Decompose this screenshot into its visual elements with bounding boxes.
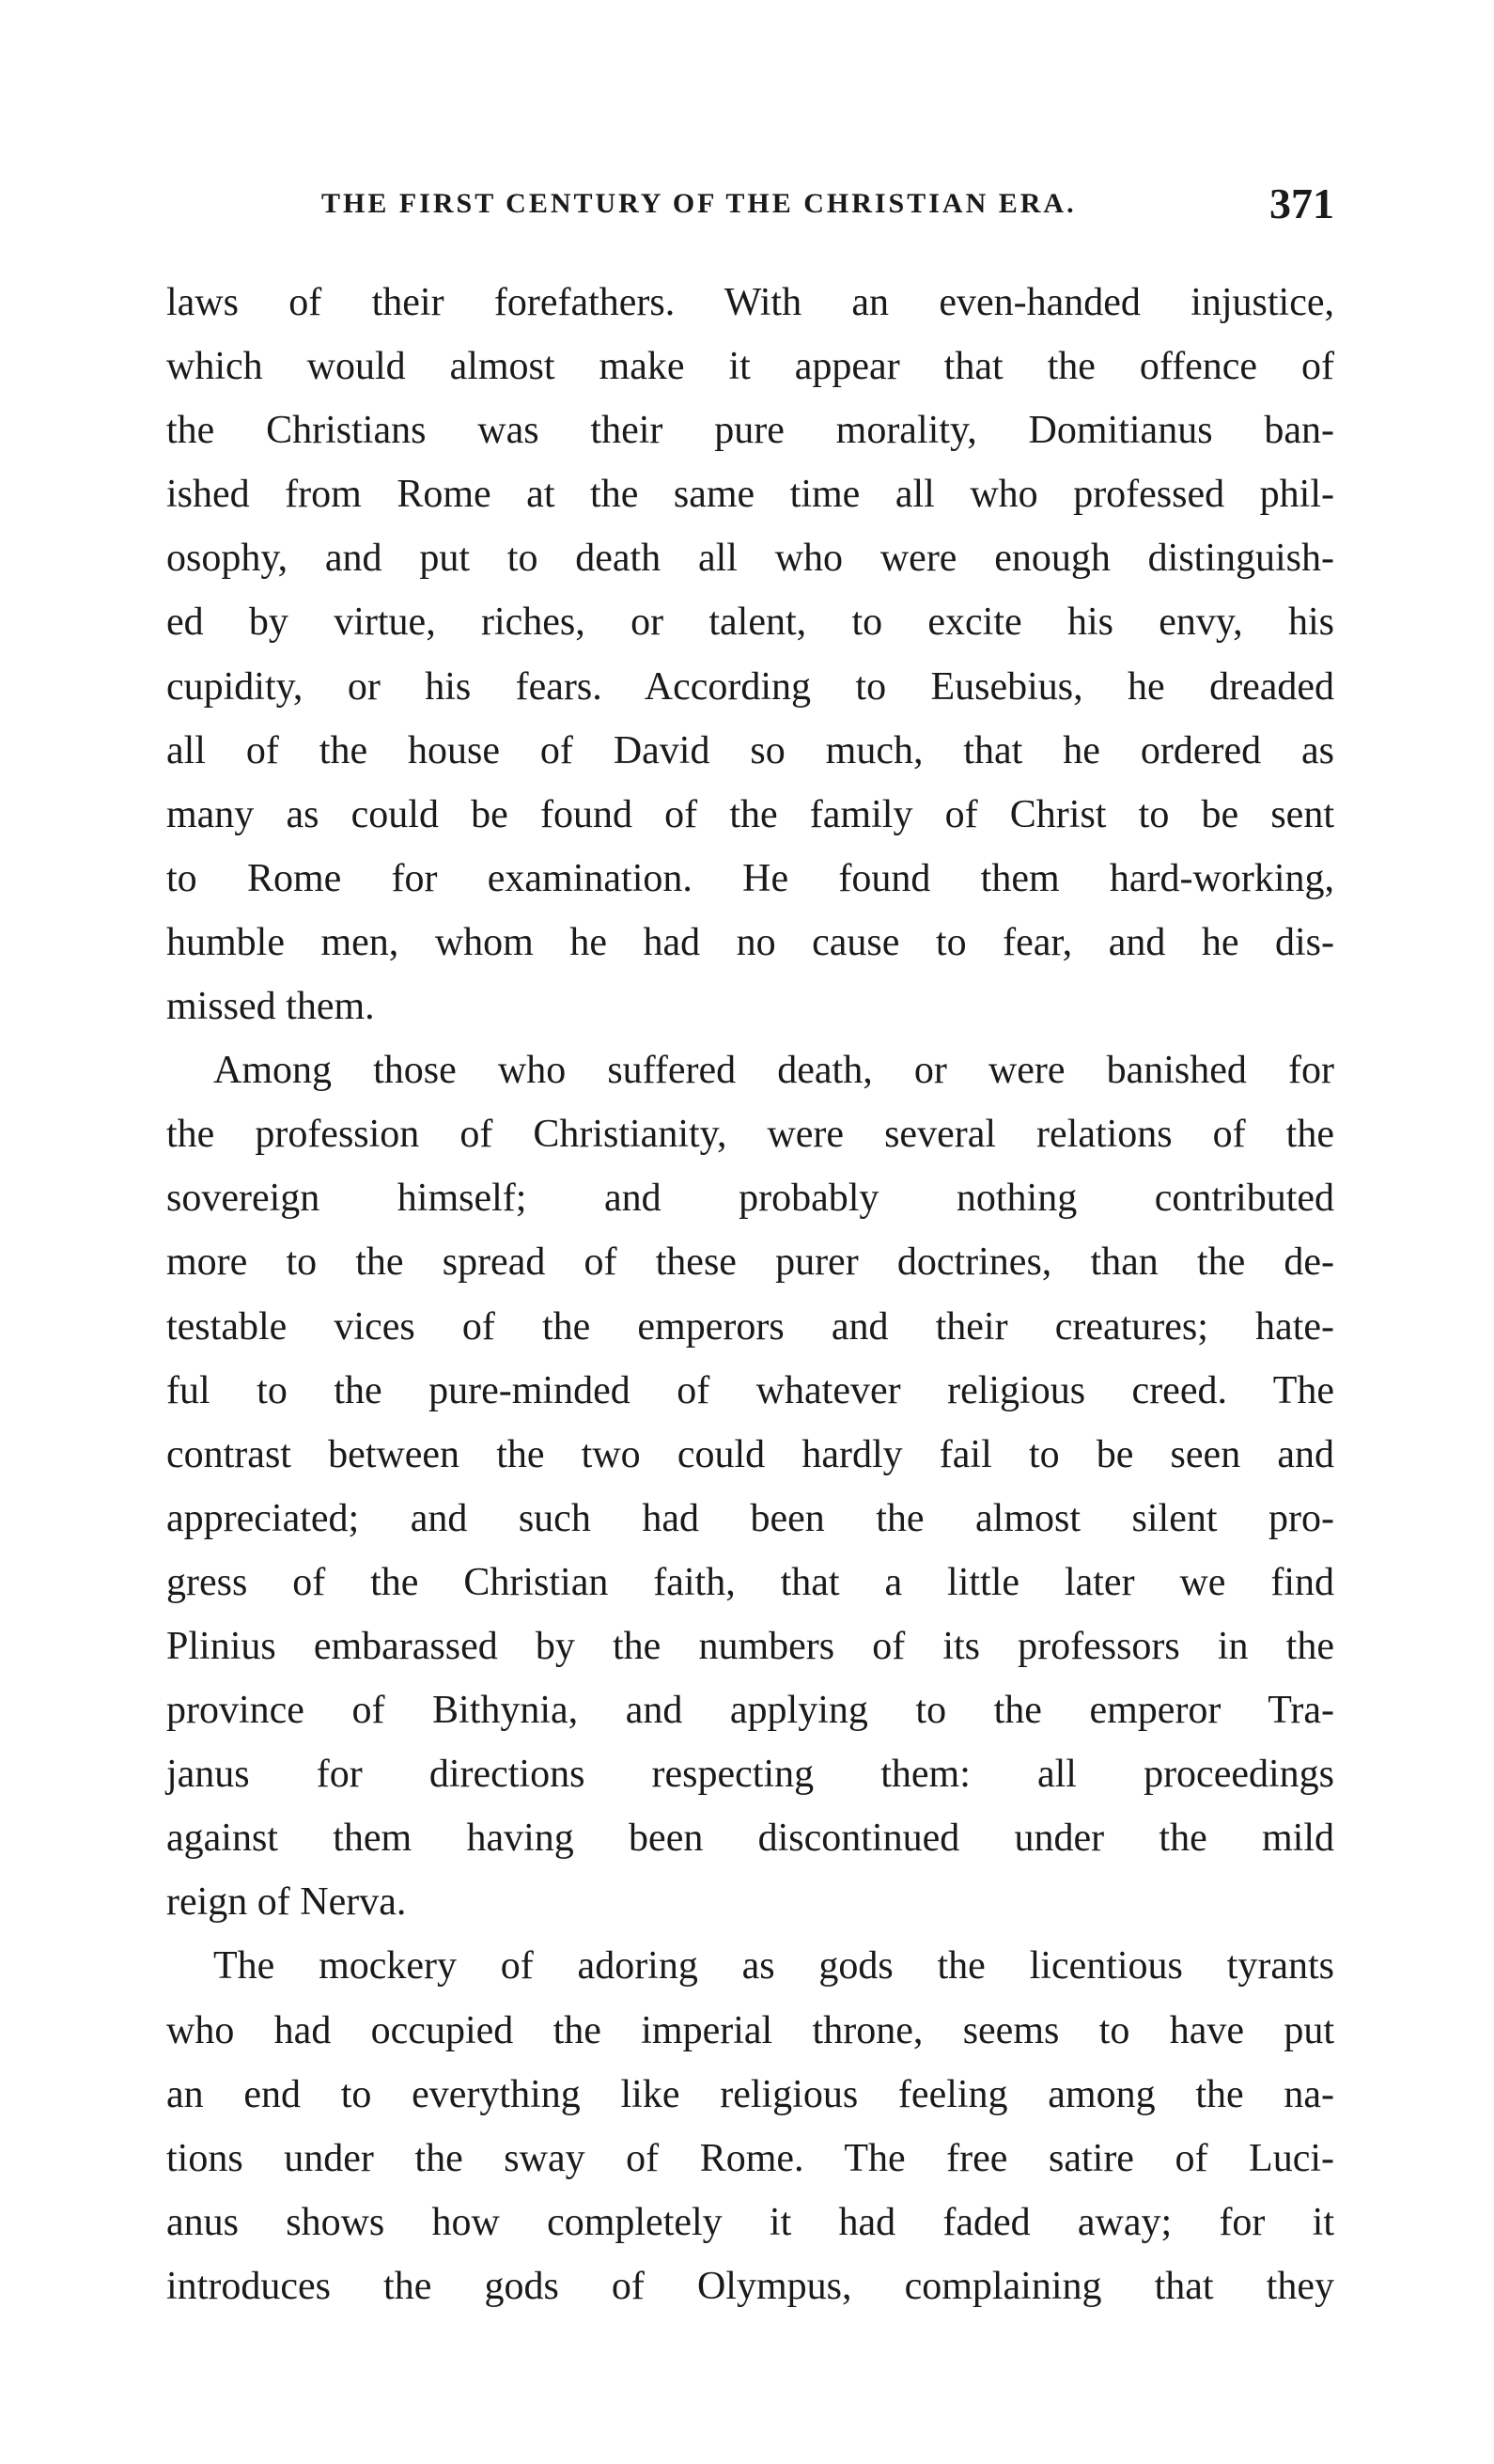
paragraph-first-line: Among those who suffered death, or were banished for <box>213 1049 1334 1093</box>
text-line: cupidity, or his fears. According to Eusebius, he dreaded <box>166 664 1334 709</box>
text-line: tions under the sway of Rome. The free satire of Luci- <box>166 2136 1334 2180</box>
text-line: ished from Rome at the same time all who professed phil- <box>166 473 1334 517</box>
text-line: who had occupied the imperial throne, seems to have put <box>166 2008 1334 2052</box>
text-line: Plinius embarassed by the numbers of its professors in the <box>166 1624 1334 1668</box>
text-line: ful to the pure-minded of whatever religious creed. The <box>166 1368 1334 1412</box>
text-line: province of Bithynia, and applying to the emperor Tra- <box>166 1689 1334 1733</box>
page-number: 371 <box>1269 179 1334 227</box>
text-line: more to the spread of these purer doctrines, than the de- <box>166 1240 1334 1285</box>
running-header <box>166 179 1334 235</box>
text-line: ed by virtue, riches, or talent, to excite his envy, his <box>166 600 1334 645</box>
text-line: laws of their forefathers. With an even-handed injustice, <box>166 281 1334 324</box>
paragraph-first-line: The mockery of adoring as gods the licentious tyrants <box>213 1944 1334 1988</box>
text-line: an end to everything like religious feeling among the na- <box>166 2072 1334 2116</box>
text-line: testable vices of the emperors and their creatures; hate- <box>166 1304 1334 1349</box>
text-line: osophy, and put to death all who were enough distinguish- <box>166 537 1334 581</box>
text-line: against them having been discontinued under the mild <box>166 1817 1334 1861</box>
text-line: reign of Nerva. <box>166 1880 407 1925</box>
text-line: all of the house of David so much, that he ordered as <box>166 728 1334 772</box>
text-line: introduces the gods of Olympus, complaining that they <box>166 2264 1334 2308</box>
text-line: missed them. <box>166 985 375 1029</box>
text-line: to Rome for examination. He found them hard-working, <box>166 856 1334 900</box>
text-line: many as could be found of the family of Christ to be sent <box>166 792 1334 836</box>
text-line: which would almost make it appear that the offence of <box>166 345 1334 389</box>
text-line: anus shows how completely it had faded away; for it <box>166 2200 1334 2244</box>
body-text <box>166 271 1334 2318</box>
text-line: janus for directions respecting them: all proceedings <box>166 1753 1334 1797</box>
text-line: the profession of Christianity, were several relations of the <box>166 1113 1334 1157</box>
text-line: appreciated; and such had been the almost silent pro- <box>166 1496 1334 1540</box>
text-line: the Christians was their pure morality, Domitianus ban- <box>166 409 1334 453</box>
running-title: THE FIRST CENTURY OF THE CHRISTIAN ERA. <box>321 188 1077 219</box>
text-line: humble men, whom he had no cause to fear, and he dis- <box>166 920 1334 964</box>
text-line: sovereign himself; and probably nothing contributed <box>166 1177 1334 1221</box>
text-line: gress of the Christian faith, that a little later we find <box>166 1560 1334 1604</box>
text-line: contrast between the two could hardly fail to be seen and <box>166 1432 1334 1476</box>
